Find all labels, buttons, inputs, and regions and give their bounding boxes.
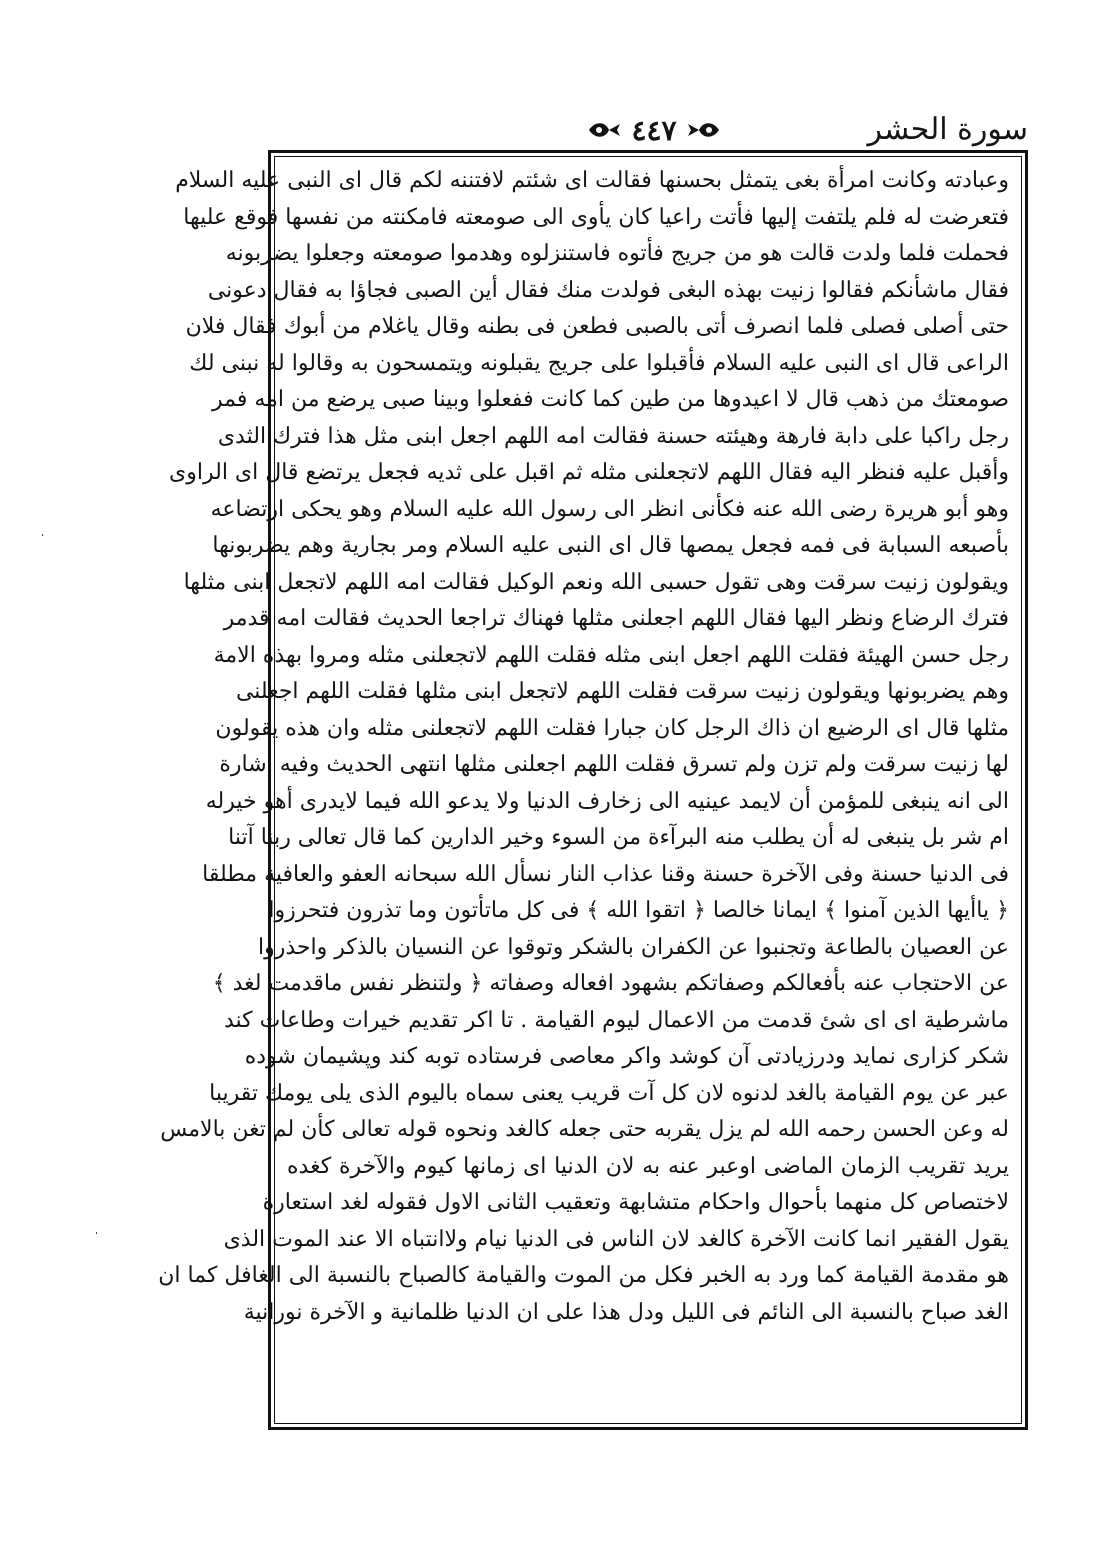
text-line: هو مقدمة القيامة كما ورد به الخبر فكل من الموت والقيامة كالصباح بالنسبة الى الغافل كما ان xyxy=(158,1263,1009,1288)
text-line: ماشرطية اى اى شئ قدمت من الاعمال ليوم القيامة . تا اكر تقديم خيرات وطاعات كند xyxy=(223,1007,1009,1033)
text-line: يقول الفقير انما كانت الآخرة كالغد لان الناس فى الدنيا نيام ولاانتباه الا عند الموت الذى xyxy=(223,1226,1009,1252)
page-header xyxy=(268,106,1028,154)
text-frame xyxy=(158,150,1028,1430)
text-line: شكر كزارى نمايد ودرزيادتى آن كوشد واكر معاصى فرستاده توبه كند وپشيمان شوده xyxy=(244,1044,1009,1069)
text-line: الى انه ينبغى للمؤمن أن لايمد عينيه الى زخارف الدنيا ولا يدعو الله فيما لايدرى أهو خيرله xyxy=(205,788,1009,814)
text-line: الغد صباح بالنسبة الى النائم فى الليل ودل هذا على ان الدنيا ظلمانية و الآخرة نورانية xyxy=(243,1299,1009,1325)
text-line: فترك الرضاع ونظر اليها فقال اللهم اجعلنى مثلها فهناك تراجعا الحديث فقالت امه قدمر xyxy=(223,606,1009,631)
text-line: يريد تقريب الزمان الماضى اوعبر عنه به لان الدنيا اى زمانها كيوم والآخرة كغده xyxy=(287,1153,1009,1179)
text-line: وأقبل عليه فنظر اليه فقال اللهم لاتجعلنى مثله ثم اقبل على ثديه فجعل يرتضع قال اى الراوى xyxy=(169,460,1009,485)
text-line: ام شر بل ينبغى له أن يطلب منه البرآءة من السوء وخير الدارين كما قال تعالى ربنا آتنا xyxy=(228,825,1009,850)
text-line: لها زنيت سرقت ولم تزن ولم تسرق فقلت اللهم اجعلنى مثلها انتهى الحديث وفيه اشارة xyxy=(219,752,1009,777)
text-block xyxy=(158,156,1022,1424)
text-line: ﴿ ياأيها الذين آمنوا ﴾ ايمانا خالصا ﴿ اتقوا الله ﴾ فى كل ماتأتون وما تذرون فتحرزوا xyxy=(268,898,1009,923)
text-line: وهم يضربونها ويقولون زنيت سرقت فقلت اللهم لاتجعل ابنى مثلها فقلت اللهم اجعلنى xyxy=(235,679,1009,704)
surah-title: سورة الحشر xyxy=(867,112,1028,147)
text-line: الراعى قال اى النبى عليه السلام فأقبلوا على جريج يقبلونه ويتمسحون به وقالوا له نبنى لك xyxy=(189,350,1009,376)
text-line: فتعرضت له فلم يلتفت إليها فأتت راعيا كان يأوى الى صومعته فامكنته من نفسها فوقع عليها xyxy=(183,204,1009,230)
text-line: فحملت فلما ولدت قالت هو من جريج فأتوه فاستنزلوه وهدموا صومعته وجعلوا يضربونه xyxy=(225,241,1009,266)
text-line: له وعن الحسن رحمه الله لم يزل يقربه حتى جعله كالغد ونحوه قوله تعالى كأن لم تغن بالامس xyxy=(160,1117,1009,1142)
margin-speck xyxy=(42,534,43,536)
text-line: فى الدنيا حسنة وفى الآخرة حسنة وقنا عذاب النار نسأل الله سبحانه العفو والعافية مطلقا xyxy=(202,861,1009,887)
text-line: ويقولون زنيت سرقت وهى تقول حسبى الله ونعم الوكيل فقالت امه اللهم لاتجعل ابنى مثلها xyxy=(183,569,1009,595)
text-line: بأصبعه السبابة فى فمه فجعل يمصها قال اى النبى عليه السلام ومر بجارية وهم يضربونها xyxy=(212,533,1009,558)
text-line: عن الاحتجاب عنه بأفعالكم وصفاتكم بشهود افعاله وصفاته ﴿ ولتنظر نفس ماقدمت لغد ﴾ xyxy=(212,971,1009,996)
ornament-icon xyxy=(587,119,621,141)
text-line: وعبادته وكانت امرأة بغى يتمثل بحسنها فقالت اى شئتم لافتننه لكم قال اى النبى عليه السلام xyxy=(175,168,1009,193)
text-line: لاختصاص كل منهما بأحوال واحكام متشابهة وتعقيب الثانى الاول فقوله لغد استعارة xyxy=(262,1190,1009,1215)
text-line: عن العصيان بالطاعة وتجنبوا عن الكفران بالشكر وتوقوا عن النسيان بالذكر واحذروا xyxy=(257,934,1009,960)
text-line: رجل حسن الهيئة فقلت اللهم اجعل ابنى مثله فقلت اللهم لاتجعلنى مثله ومروا بهذه الامة xyxy=(213,642,1009,668)
text-line: صومعتك من ذهب قال لا اعيدوها من طين كما كانت ففعلوا وبينا صبى يرضع من امه فمر xyxy=(211,387,1009,412)
page-number: ٤٤٧ xyxy=(631,113,677,147)
text-line: حتى أصلى فصلى فلما انصرف أتى بالصبى فطعن فى بطنه وقال ياغلام من أبوك فقال فلان xyxy=(185,314,1009,339)
margin-speck xyxy=(96,1232,97,1234)
text-line: وهو أبو هريرة رضى الله عنه فكأنى انظر الى رسول الله عليه السلام وهو يحكى ارتضاعه xyxy=(210,496,1009,522)
text-line: عبر عن يوم القيامة بالغد لدنوه لان كل آت قريب يعنى سماه باليوم الذى يلى يومك تقريبا xyxy=(209,1080,1009,1106)
page-number-group xyxy=(584,110,724,150)
text-line: مثلها قال اى الرضيع ان ذاك الرجل كان جبارا فقلت اللهم لاتجعلنى مثله وان هذه يقولون xyxy=(215,715,1009,741)
text-line: رجل راكبا على دابة فارهة وهيئته حسنة فقالت امه اللهم اجعل ابنى مثل هذا فترك الثدى xyxy=(217,423,1009,449)
ornament-icon xyxy=(687,119,721,141)
text-line: فقال ماشأنكم فقالوا زنيت بهذه البغى فولدت منك فقال أين الصبى فجاؤا به فقال دعونى xyxy=(207,277,1009,303)
